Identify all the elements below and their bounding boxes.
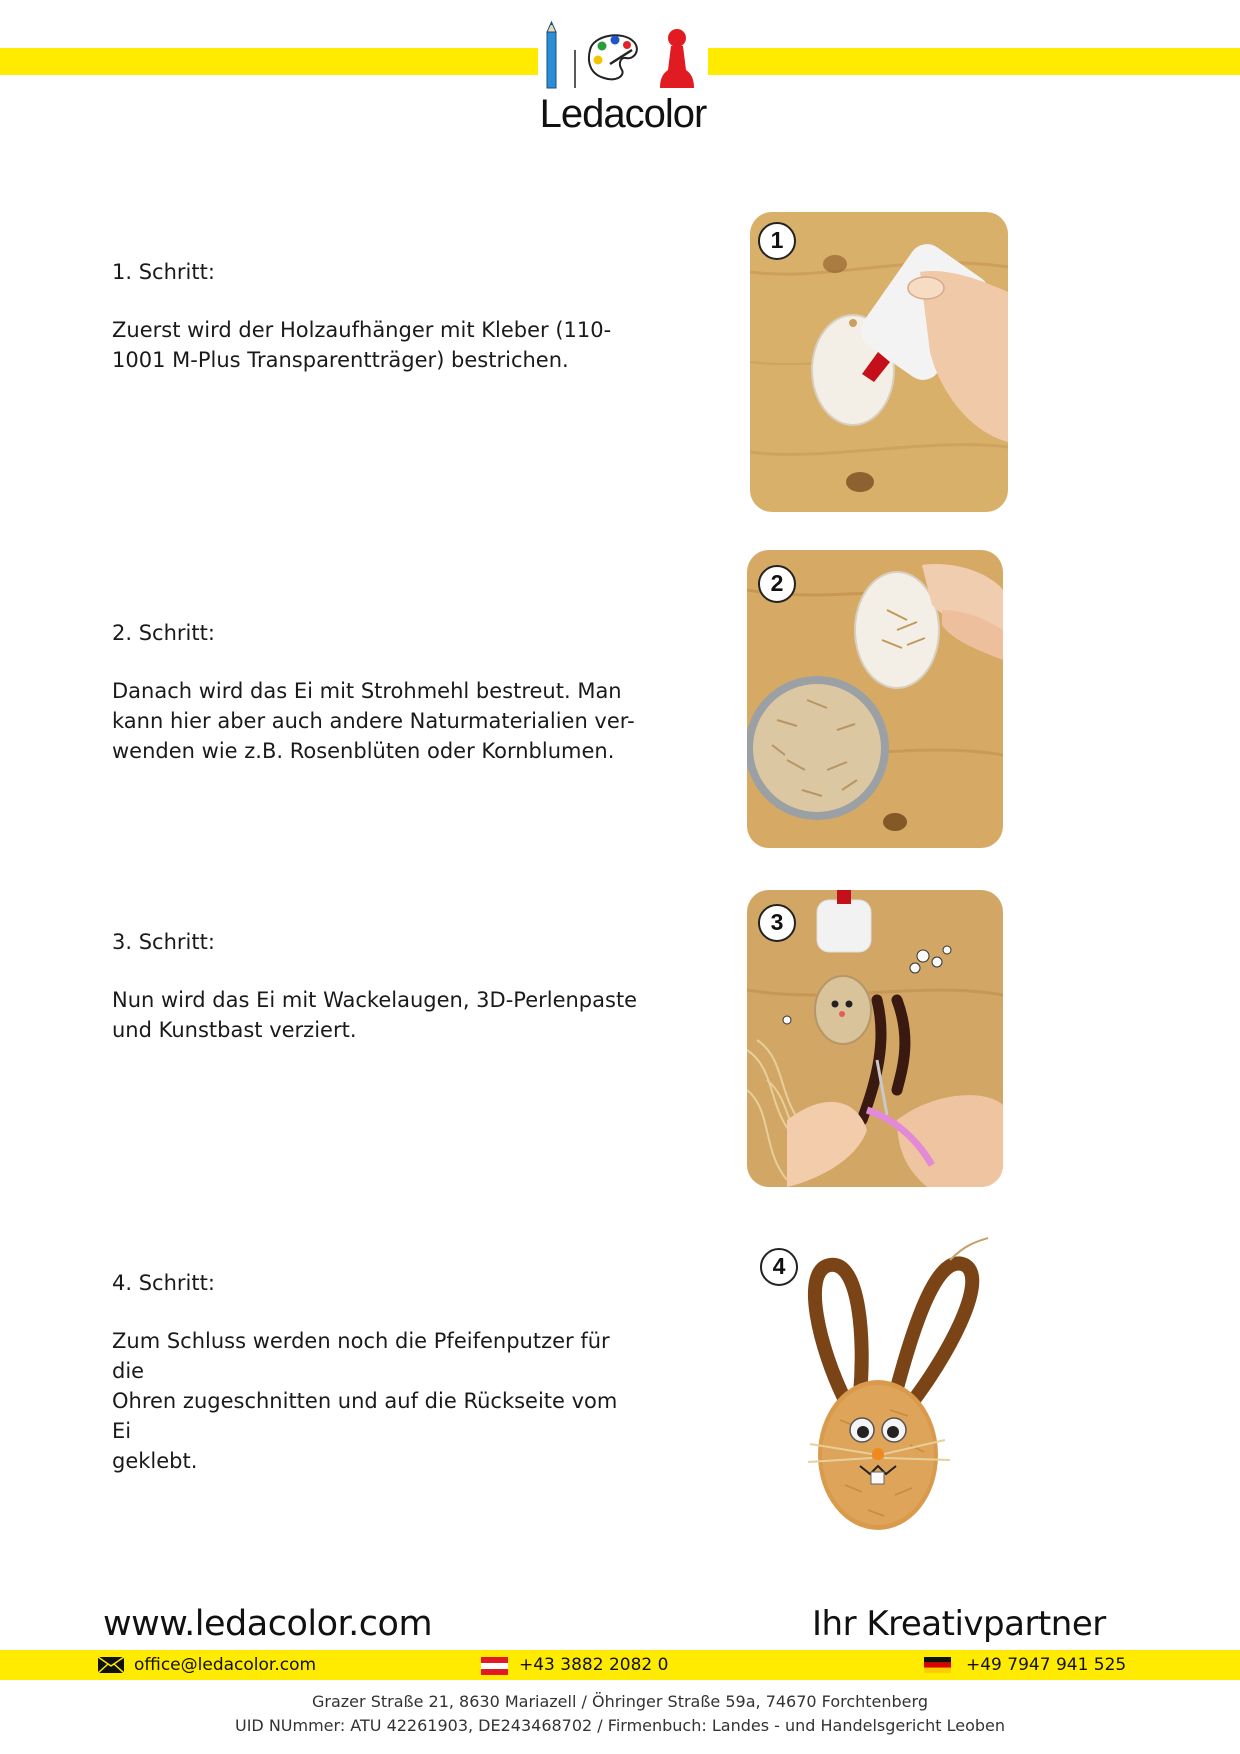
germany-flag-icon: [924, 1657, 951, 1673]
step-1-text: Zuerst wird der Holzaufhänger mit Kleber (110- 1001 M-Plus Transparentträger) bestrichen.: [112, 318, 612, 372]
footer-email-text[interactable]: office@ledacolor.com: [134, 1655, 317, 1675]
step-2-number-badge: 2: [758, 565, 796, 603]
step-3-photo: [747, 890, 1003, 1187]
step-3: [112, 927, 642, 1045]
step-1-title: 1. Schritt:: [112, 260, 215, 284]
footer-address: Grazer Straße 21, 8630 Mariazell / Öhringer Straße 59a, 74670 Forchtenberg: [312, 1692, 928, 1711]
step-4-text: Zum Schluss werden noch die Pfeifenputzer für die Ohren zugeschnitten und auf die Rückseite vom Ei geklebt.: [112, 1329, 618, 1473]
footer-website-link[interactable]: www.ledacolor.com: [103, 1604, 433, 1644]
step-2-text: Danach wird das Ei mit Strohmehl bestreut. Man kann hier aber auch andere Naturmaterialien ver- wenden wie z.B. Rosenblüten oder Kornblumen.: [112, 679, 635, 763]
step-4-number-badge: 4: [760, 1248, 798, 1286]
step-3-title: 3. Schritt:: [112, 930, 215, 954]
footer-phone-at[interactable]: [481, 1652, 701, 1678]
footer-slogan: Ihr Kreativpartner: [812, 1604, 1106, 1644]
step-1: [112, 257, 642, 375]
footer-registry: UID NUmmer: ATU 42261903, DE243468702 / Firmenbuch: Landes - und Handelsgericht Leoben: [234, 1716, 1005, 1735]
step-2: [112, 618, 642, 766]
step-2-photo: [747, 550, 1003, 848]
ledacolor-logo[interactable]: [538, 20, 708, 145]
envelope-icon: [98, 1657, 124, 1673]
step-1-number-badge: 1: [758, 222, 796, 260]
footer-phone-at-text[interactable]: +43 3882 2082 0: [519, 1655, 669, 1675]
brand-name: Ledacolor: [539, 92, 707, 136]
austria-flag-icon: [481, 1657, 508, 1675]
step-4-title: 4. Schritt:: [112, 1271, 215, 1295]
step-3-number-badge: 3: [758, 904, 796, 942]
step-1-photo: [750, 212, 1008, 512]
step-3-text: Nun wird das Ei mit Wackelaugen, 3D-Perlenpaste und Kunstbast verziert.: [112, 988, 638, 1042]
step-4-photo: [750, 1230, 1010, 1530]
step-4: [112, 1268, 642, 1476]
pencil-icon: [547, 22, 556, 88]
footer-phone-de-text[interactable]: +49 7947 941 525: [966, 1655, 1127, 1675]
footer-phone-de[interactable]: [924, 1652, 1144, 1678]
footer-email[interactable]: [98, 1652, 338, 1678]
step-2-title: 2. Schritt:: [112, 621, 215, 645]
